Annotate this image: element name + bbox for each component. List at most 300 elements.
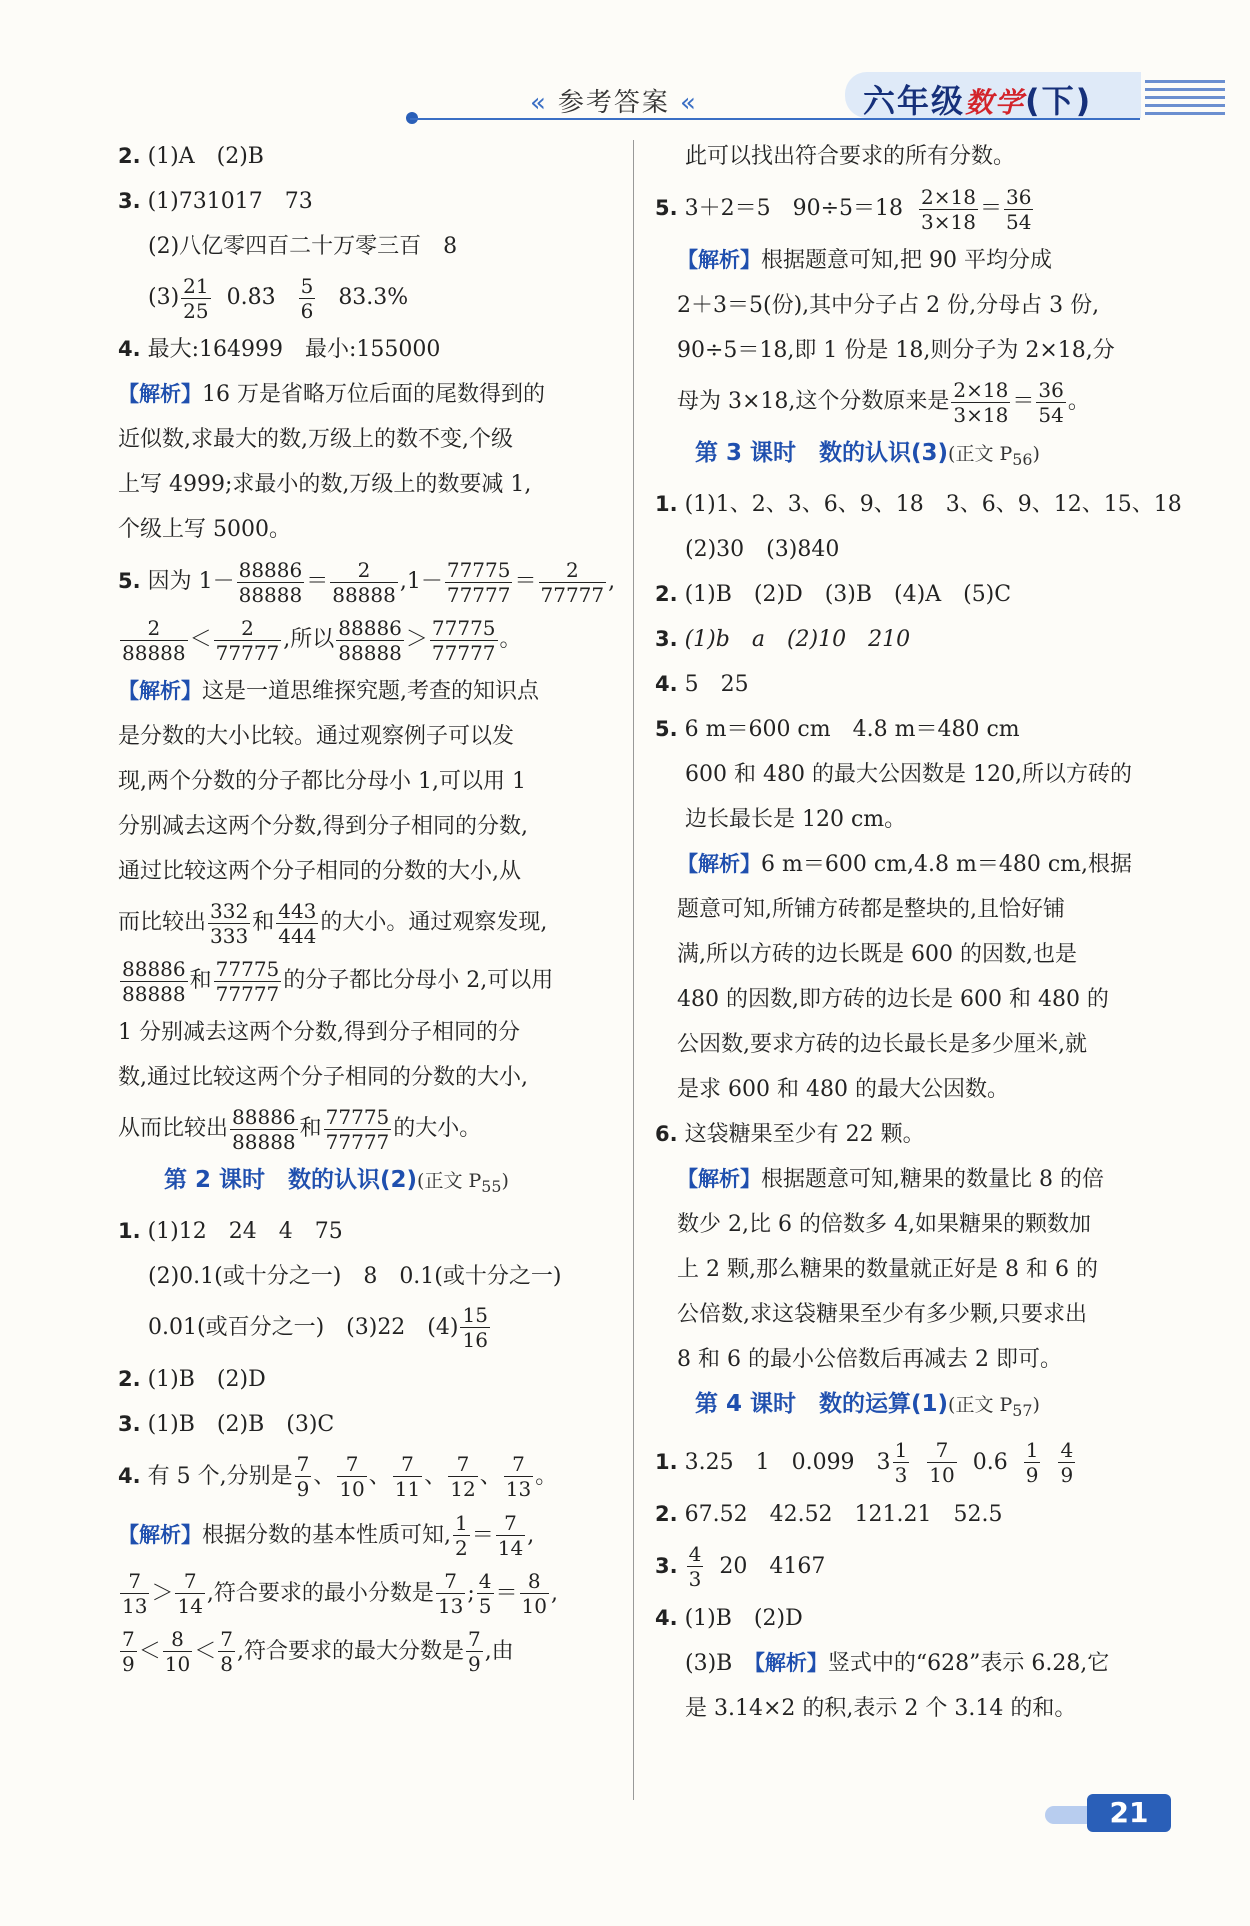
s3-answer-2 [655, 572, 1155, 617]
text: ＝ [306, 569, 329, 594]
text: ＝ [471, 1522, 494, 1548]
s3-answer-5-l2: 600 和 480 的最大公因数是 120,所以方砖的 [685, 761, 1132, 787]
s4-answer-4 [655, 1596, 1155, 1641]
denominator: 10 [929, 1463, 955, 1488]
fraction [214, 957, 282, 1006]
text: ＝ [1012, 389, 1035, 414]
ref-close: ) [1032, 1393, 1040, 1416]
analysis-5-l9: 数,通过比较这两个分子相同的分数的大小, [118, 1065, 528, 1090]
numerator: 2×18 [921, 184, 976, 209]
text: 、 [368, 1463, 391, 1489]
fraction [448, 1452, 477, 1501]
q-number: 2. [118, 1366, 141, 1391]
s3-answer-4 [655, 662, 1155, 707]
q-number: 4. [118, 1463, 141, 1488]
denominator: 8 [220, 1652, 233, 1677]
q-number: 1. [655, 1449, 678, 1474]
fraction [504, 1452, 533, 1501]
answer-text: (1)B (2)D [684, 1605, 803, 1631]
s4-answer-1 [655, 1433, 1155, 1492]
s4-answer-4-l3: 是 3.14×2 的积,表示 2 个 3.14 的和。 [685, 1695, 1077, 1721]
text: 的大小。通过观察发现, [320, 910, 548, 935]
numerator: 4 [1060, 1438, 1074, 1463]
section-heading-2 [118, 1158, 618, 1209]
s2-analysis-4-l3: $\frac{7}{9}$ ＜ $\frac{8}{10}$ ＜ $\frac{7}{8}$ ,符合要求的最大分数是 $\frac{7}{9}$ ,由 [122, 1627, 514, 1677]
fraction [445, 558, 513, 607]
text: 3＋2＝5 90÷5＝18 [684, 196, 904, 221]
section-title: 第 3 课时 数的认识(3) [695, 440, 949, 466]
q-number: 1. [655, 491, 678, 516]
analysis-4-l2: 近似数,求最大的数,万级上的数不变,个级 [118, 427, 513, 452]
text: 和 [299, 1116, 322, 1141]
text: 的分子都比分母小 2,可以用 [283, 968, 554, 993]
q-number: 5. [655, 716, 678, 741]
header-title-text: 参考答案 [557, 88, 670, 118]
analysis-tag: 【解析】 [118, 679, 202, 703]
analysis-5-l8: 1 分别减去这两个分数,得到分子相同的分 [118, 1020, 520, 1045]
fraction [520, 1569, 549, 1618]
numerator: 7 [122, 1627, 135, 1652]
numerator: 7 [393, 1452, 422, 1477]
denominator: 88888 [122, 981, 186, 1006]
page-ref [417, 1170, 509, 1196]
numerator: 2 [330, 558, 398, 583]
numerator: 77775 [325, 1104, 390, 1129]
text: ,1－ [399, 569, 443, 594]
answer-text: (1)b a (2)10 210 [684, 626, 911, 652]
text: 。 [1067, 389, 1090, 414]
fraction [893, 1438, 910, 1487]
denominator: 9 [1060, 1463, 1074, 1488]
answer-text: 这袋糖果至少有 22 颗。 [684, 1121, 925, 1147]
numerator: 88886 [238, 557, 303, 582]
ref-close: ) [1032, 443, 1040, 465]
fraction [466, 1627, 483, 1676]
numerator: 1 [455, 1511, 468, 1536]
fraction [324, 1105, 392, 1154]
numerator: 7 [175, 1569, 204, 1594]
term-label: (下) [1025, 82, 1093, 120]
text: (3) [148, 285, 180, 310]
numerator: 88886 [232, 1104, 296, 1129]
header-title [520, 82, 708, 119]
fraction [453, 1511, 470, 1560]
denominator: 6 [300, 298, 314, 323]
analysis-5-l4: 分别减去这两个分数,得到分子相同的分数, [118, 814, 528, 839]
text: 0.01(或百分之一) (3)22 (4) [148, 1314, 459, 1340]
text: ＝ [514, 569, 537, 594]
denominator: 5 [478, 1594, 492, 1619]
page-ref [948, 443, 1040, 469]
numerator: 7 [467, 1627, 481, 1652]
fraction [919, 185, 978, 234]
answer-text: (1)731017 73 [147, 189, 313, 214]
q-number: 3. [655, 1553, 678, 1578]
answer-3 [118, 179, 618, 224]
numerator: 77775 [446, 557, 511, 582]
text: 0.6 [972, 1449, 1008, 1475]
numerator: 2×18 [953, 377, 1009, 402]
numerator: 7 [337, 1452, 366, 1477]
numerator: 7 [120, 1569, 149, 1594]
s3-answer-1-l2: (2)30 (3)840 [685, 536, 840, 562]
numerator: 1 [894, 1438, 908, 1463]
q-number: 5. [655, 196, 678, 220]
text: 。 [535, 1463, 558, 1489]
analysis-5-l6 [118, 894, 618, 952]
s3-analysis-5-l6: 是求 600 和 480 的最大公因数。 [677, 1076, 1009, 1102]
numerator: 443 [278, 898, 317, 923]
numerator: 4 [478, 1569, 492, 1594]
q-number: 3. [118, 189, 141, 213]
text: 、 [313, 1463, 336, 1489]
fraction [1004, 185, 1033, 234]
ref-close: ) [501, 1170, 509, 1192]
text: 和 [252, 910, 275, 935]
s3-answer-6 [655, 1112, 1155, 1157]
r-analysis-5-l3: 90÷5＝18,即 1 份是 18,则分子为 2×18,分 [677, 338, 1115, 363]
answer-5 [118, 552, 618, 611]
page-number [1045, 1794, 1185, 1832]
numerator: 77775 [431, 615, 496, 640]
s4-answer-2 [655, 1492, 1155, 1537]
fraction [1058, 1438, 1075, 1487]
numerator: 2 [214, 616, 282, 641]
ref-page: 57 [1012, 1400, 1033, 1420]
section-heading-4 [655, 1382, 1155, 1433]
s3-analysis-6-l1 [655, 1157, 1155, 1202]
text: 。 [499, 627, 522, 652]
s2-analysis-4-l1 [118, 1506, 618, 1565]
answer-text: (1)B (2)B (3)C [147, 1411, 335, 1437]
fraction [330, 558, 398, 607]
s3-analysis-6-l4: 公倍数,求这袋糖果至少有多少颗,只要求出 [677, 1301, 1087, 1327]
header-stripes [1145, 80, 1225, 116]
text: ,符合要求的最大分数是 [236, 1638, 464, 1664]
denominator: 9 [296, 1477, 310, 1502]
denominator: 3×18 [921, 209, 976, 234]
text: ＞ [405, 627, 428, 652]
text: 根据题意可知,糖果的数量比 8 的倍 [761, 1166, 1104, 1192]
numerator: 2 [120, 616, 188, 641]
text: 、 [424, 1463, 447, 1489]
fraction [299, 274, 316, 323]
text: , [551, 1580, 558, 1606]
fraction [393, 1452, 422, 1501]
ref-text: (正文 P [948, 1393, 1013, 1416]
text: 从而比较出 [118, 1116, 229, 1141]
numerator: 7 [496, 1511, 525, 1536]
s3-answer-1 [655, 482, 1182, 527]
denominator: 77777 [540, 582, 605, 607]
numerator: 7 [436, 1569, 465, 1594]
fraction [337, 1452, 366, 1501]
q-number: 2. [118, 144, 141, 168]
left-column [118, 134, 618, 1681]
s3-answer-5-l3: 边长最长是 120 cm。 [685, 806, 907, 832]
numerator: 36 [1038, 377, 1064, 402]
page-ref [948, 1393, 1040, 1420]
q-number: 6. [655, 1121, 678, 1146]
denominator: 88888 [238, 582, 303, 607]
answer-text: (1)B (2)D [147, 1366, 266, 1392]
q-number: 2. [655, 1501, 678, 1526]
denominator: 54 [1005, 209, 1032, 234]
s2-analysis-4-l2: $\frac{7}{13}$ ＞ $\frac{7}{14}$ ,符合要求的最小分数是 $\frac{7}{13}$ ; $\frac{4}{5}$ ＝ $\frac{8}{10}$ , [122, 1569, 558, 1619]
text: 6 m＝600 cm,4.8 m＝480 cm,根据 [761, 851, 1133, 877]
analysis-tag: 【解析】 [677, 1166, 761, 1191]
text: 而比较出 [118, 910, 207, 935]
denominator: 88888 [122, 640, 186, 665]
denominator: 13 [437, 1594, 464, 1619]
denominator: 444 [278, 923, 317, 948]
fraction [951, 378, 1010, 427]
s2-answer-1-l2: (2)0.1(或十分之一) 8 0.1(或十分之一) [148, 1263, 562, 1289]
analysis-5-l10 [118, 1100, 618, 1158]
denominator: 77777 [215, 640, 280, 665]
text: 根据题意可知,把 90 平均分成 [761, 248, 1052, 273]
ref-page: 55 [481, 1176, 502, 1196]
fraction [336, 616, 404, 665]
page-number-box: 21 [1087, 1794, 1171, 1832]
text: 0.8̇3̇ [226, 285, 276, 310]
denominator: 88888 [232, 1129, 296, 1154]
s2-answer-1-l3 [118, 1299, 618, 1357]
numerator: 7 [220, 1627, 233, 1652]
denominator: 9 [122, 1652, 135, 1677]
text: ,由 [484, 1638, 514, 1664]
answer-text: (1)1、2、3、6、9、18 3、6、9、12、15、18 [684, 491, 1182, 517]
denominator: 88888 [332, 582, 396, 607]
denominator: 3 [894, 1463, 908, 1488]
s3-analysis-5-l3: 满,所以方砖的边长既是 600 的因数,也是 [677, 941, 1077, 967]
q-number: 3. [655, 626, 678, 651]
numerator: 88886 [122, 956, 186, 981]
denominator: 10 [339, 1477, 365, 1502]
denominator: 2 [455, 1536, 468, 1561]
denominator: 9 [1025, 1463, 1039, 1488]
denominator: 13 [505, 1477, 532, 1502]
text: ＜ [189, 627, 212, 652]
denominator: 333 [210, 923, 249, 948]
r-analysis-5-l4 [655, 373, 1155, 431]
denominator: 13 [122, 1594, 148, 1619]
answer-text: 20 4167 [719, 1553, 826, 1579]
q-number: 1. [118, 1218, 141, 1243]
text: 3.25 1 0.099 3 [684, 1449, 891, 1475]
s2-answer-1 [118, 1209, 618, 1254]
fraction [295, 1452, 312, 1501]
denominator: 77777 [446, 582, 511, 607]
analysis-4-l1 [118, 372, 618, 417]
text: 这是一道思维探究题,考查的知识点 [202, 679, 539, 704]
answer-text: 67.52 42.52 121.21 52.5 [684, 1501, 1003, 1527]
denominator: 77777 [215, 981, 280, 1006]
s3-answer-3 [655, 617, 1155, 662]
answer-2 [118, 134, 618, 179]
s2-answer-2 [118, 1357, 618, 1402]
denominator: 16 [462, 1328, 488, 1353]
numerator: 8 [163, 1627, 192, 1652]
denominator: 3 [688, 1567, 702, 1592]
fraction [237, 558, 305, 607]
fraction [477, 1569, 494, 1618]
q-number: 4. [118, 337, 141, 361]
q-number: 4. [655, 1605, 678, 1630]
text: , [608, 569, 616, 594]
answer-3-line3 [118, 269, 618, 327]
answer-4 [118, 327, 618, 372]
denominator: 12 [450, 1477, 476, 1502]
fraction [181, 274, 210, 323]
text: 竖式中的“628”表示 6.28,它 [827, 1650, 1110, 1676]
fraction [214, 616, 282, 665]
fraction [276, 899, 318, 948]
answer-text: (1)B (2)D (3)B (4)A (5)C [684, 581, 1012, 607]
text: 、 [479, 1463, 502, 1489]
text: 因为 1－ [147, 569, 235, 594]
denominator: 9 [467, 1652, 481, 1677]
chevron-left-icon-2: « [679, 88, 698, 118]
text: (3)B [685, 1650, 755, 1676]
section-heading-3 [655, 431, 1155, 482]
numerator: 332 [210, 898, 249, 923]
denominator: 77777 [325, 1129, 390, 1154]
grade-text [863, 76, 1092, 122]
r-analysis-5-l2: 2＋3＝5(份),其中分子占 2 份,分母占 3 份, [677, 293, 1100, 318]
analysis-5-l1 [118, 669, 618, 714]
answer-text: 最大:164999 最小:155000 [147, 337, 441, 362]
fraction [175, 1569, 204, 1618]
fraction [460, 1303, 489, 1352]
text: 母为 3×18,这个分数原来是 [677, 389, 950, 414]
analysis-4-l3: 上写 4999;求最小的数,万级上的数要减 1, [118, 472, 532, 497]
denominator: 14 [177, 1594, 203, 1619]
s2-answer-4 [118, 1447, 618, 1506]
analysis-5-l2: 是分数的大小比较。通过观察例子可以发 [118, 724, 515, 749]
numerator: 8 [520, 1569, 549, 1594]
ref-page: 56 [1012, 449, 1033, 469]
text: 16 万是省略万位后面的尾数得到的 [202, 382, 545, 407]
denominator: 77777 [431, 640, 496, 665]
chevron-left-icon: « [530, 88, 548, 118]
fraction [120, 957, 188, 1006]
s3-analysis-6-l2: 数少 2,比 6 的倍数多 4,如果糖果的颗数加 [677, 1211, 1091, 1237]
numerator: 7 [504, 1452, 533, 1477]
fraction [436, 1569, 465, 1618]
numerator: 77775 [215, 956, 280, 981]
grade-label: 六年级 [863, 82, 966, 120]
analysis-4-l4: 个级上写 5000。 [118, 517, 291, 542]
fraction [927, 1438, 956, 1487]
fraction [208, 899, 250, 948]
numerator: 36 [1005, 184, 1032, 209]
q-number: 2. [655, 581, 678, 606]
fraction [163, 1627, 192, 1676]
analysis-tag: 【解析】 [118, 382, 202, 406]
numerator: 21 [183, 273, 209, 298]
fraction [687, 1542, 704, 1591]
s3-analysis-6-l5: 8 和 6 的最小公倍数后再减去 2 即可。 [677, 1346, 1062, 1372]
text: 根据分数的基本性质可知, [202, 1522, 451, 1548]
fraction [120, 1569, 149, 1618]
denominator: 54 [1038, 402, 1064, 427]
answer-3-line2: (2)八亿零四百二十万零三百 8 [148, 234, 458, 259]
s4-answer-4-l2 [655, 1641, 1155, 1686]
fraction [1036, 378, 1065, 427]
fraction [496, 1511, 525, 1560]
answer-text: 5 25 [684, 671, 749, 697]
text: , [527, 1522, 535, 1548]
ref-text: (正文 P [948, 443, 1013, 465]
s3-answer-5 [655, 707, 1155, 752]
text: 83.3% [338, 285, 409, 310]
q-number: 5. [118, 569, 141, 593]
numerator: 5 [300, 273, 314, 298]
fraction [430, 616, 498, 665]
answer-text: (1)A (2)B [147, 144, 264, 169]
denominator: 10 [521, 1594, 547, 1619]
s3-analysis-6-l3: 上 2 颗,那么糖果的数量就正好是 8 和 6 的 [677, 1256, 1098, 1282]
analysis-tag: 【解析】 [677, 851, 761, 876]
s4-answer-3 [655, 1537, 1155, 1596]
text: ,符合要求的最小分数是 [206, 1580, 434, 1606]
analysis-5-l3: 现,两个分数的分子都比分母小 1,可以用 1 [118, 769, 526, 794]
numerator: 7 [296, 1452, 310, 1477]
s3-analysis-5-l5: 公因数,要求方砖的边长最长是多少厘米,就 [677, 1031, 1087, 1057]
section-title: 第 2 课时 数的认识(2) [164, 1167, 418, 1193]
r-answer-5 [655, 179, 1155, 238]
denominator: 25 [183, 298, 209, 323]
denominator: 14 [497, 1536, 524, 1561]
text: 的大小。 [393, 1116, 482, 1141]
denominator: 11 [394, 1477, 421, 1502]
s2-answer-3 [118, 1402, 618, 1447]
subject-label: 数学 [965, 86, 1026, 119]
column-divider [633, 140, 634, 1800]
fraction [120, 616, 188, 665]
denominator: 88888 [338, 640, 402, 665]
section-title: 第 4 课时 数的运算(1) [695, 1390, 949, 1417]
denominator: 10 [164, 1652, 191, 1677]
text: ＝ [495, 1580, 518, 1606]
analysis-tag: 【解析】 [677, 248, 761, 272]
text: ,所以 [283, 627, 335, 652]
text: ＝ [979, 196, 1002, 221]
text: ; [467, 1580, 475, 1606]
fraction [539, 558, 607, 607]
numerator: 15 [462, 1303, 488, 1328]
answer-text: 6 m＝600 cm 4.8 m＝480 cm [684, 716, 1020, 742]
grade-badge [845, 72, 1141, 118]
fraction [218, 1627, 235, 1676]
r-analysis-5-l1 [655, 238, 1155, 283]
analysis-tag: 【解析】 [754, 1650, 828, 1675]
numerator: 7 [448, 1452, 477, 1477]
text: 和 [189, 968, 212, 993]
numerator: 4 [688, 1542, 702, 1567]
s3-analysis-5-l1 [655, 842, 1155, 887]
numerator: 1 [1025, 1438, 1039, 1463]
analysis-5-l7 [118, 952, 618, 1010]
q-number: 3. [118, 1411, 141, 1436]
numerator: 88886 [338, 615, 402, 640]
s3-analysis-5-l4: 480 的因数,即方砖的边长是 600 和 480 的 [677, 986, 1109, 1012]
analysis-tag: 【解析】 [118, 1522, 202, 1547]
answer-text: (1)12 24 4 75 [147, 1218, 343, 1244]
analysis-5-l5: 通过比较这两个分子相同的分数的大小,从 [118, 859, 521, 884]
numerator: 7 [927, 1438, 956, 1463]
